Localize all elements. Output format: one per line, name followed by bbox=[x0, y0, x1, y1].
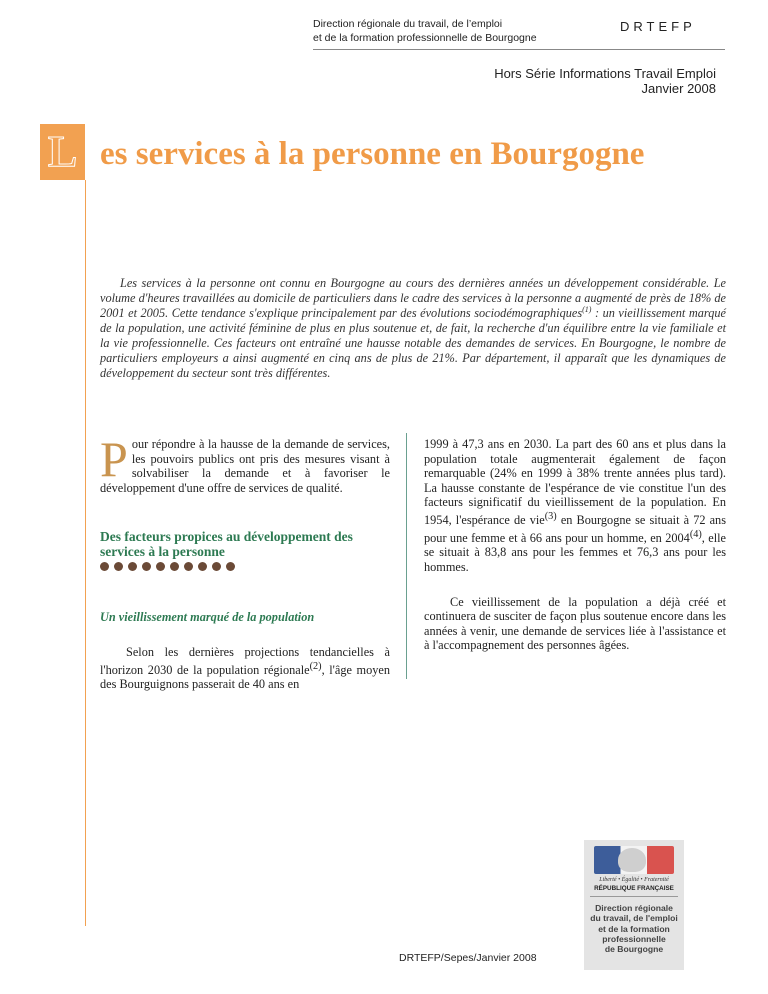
marianne-profile-icon bbox=[618, 848, 646, 872]
side-accent-line bbox=[85, 180, 86, 926]
header-acronym: DRTEFP bbox=[620, 19, 696, 34]
right-para-1-text-a: 1999 à 47,3 ans en 2030. La part des 60 ans et plus dans la population totale augmenterait également de façon remarquable (24% en 1999 à 38% trente années plus tard). La hausse constante de l'espérance de vie constitue l'un des facteurs significatif du vieillissement de la population. En 1954, l'espérance de vie bbox=[424, 437, 726, 528]
logo-republic: RÉPUBLIQUE FRANÇAISE bbox=[594, 885, 674, 892]
logo-rule bbox=[590, 896, 678, 897]
series-date: Janvier 2008 bbox=[641, 81, 716, 96]
logo-dir-line-2: du travail, de l'emploi bbox=[590, 913, 678, 924]
footnote-ref-4: (4) bbox=[689, 528, 702, 540]
logo-dir-line-1: Direction régionale bbox=[595, 903, 673, 913]
footnote-ref-2: (2) bbox=[309, 660, 322, 672]
logo-motto: Liberté • Égalité • Fraternité bbox=[599, 877, 669, 883]
right-column bbox=[424, 437, 726, 653]
footnote-ref-1: (1) bbox=[582, 305, 592, 314]
title-initial-block bbox=[40, 124, 85, 180]
left-para-1-text: our répondre à la hausse de la demande de services, les pouvoirs publics ont pris des mesures visant à solvabiliser la demande et à favoriser le développement d'une offre de services de qualité. bbox=[100, 437, 390, 495]
intro-text-b: : un vieillissement marqué de la population, une activité féminine de plus en plus soutenue et, de fait, la recherche d'un équilibre entre la vie familiale et la vie professionnelle. Ces facteurs ont entraîné une hausse notable des demandes de services. En Bourgogne, le nombre de particuliers employeurs a ainsi augmenté en cinq ans de plus de 21%. Par département, il apparaît que les dynamiques de développement du secteur sont très différentes. bbox=[100, 306, 726, 380]
footnote-ref-3: (3) bbox=[544, 510, 557, 522]
series-block bbox=[494, 66, 716, 96]
column-divider bbox=[406, 433, 407, 679]
logo-direction bbox=[584, 903, 684, 954]
right-para-1-text-c: , elle se situait à 83,8 ans pour les femmes et 76,3 ans pour les hommes. bbox=[424, 530, 726, 574]
logo-dir-line-5: de Bourgogne bbox=[604, 944, 664, 955]
right-para-2: Ce vieillissement de la population a déjà créé et continuera de susciter de façon plus soutenue encore dans les années à venir, une demande de services liée à l'assistance et à l'accompagnement des personnes âgées. bbox=[424, 594, 726, 653]
org-line-1: Direction régionale du travail, de l’emploi bbox=[313, 18, 503, 30]
drop-cap: P bbox=[100, 431, 128, 487]
republique-logo bbox=[584, 840, 684, 970]
title-initial: L bbox=[47, 127, 78, 176]
logo-dir-line-3: et de la formation bbox=[598, 923, 670, 934]
footer-reference: DRTEFP/Sepes/Janvier 2008 bbox=[399, 952, 537, 964]
subsection-heading: Un vieillissement marqué de la population bbox=[100, 610, 315, 625]
header-organization bbox=[313, 17, 583, 45]
series-name: Hors Série Informations Travail Emploi bbox=[494, 66, 716, 81]
left-para-1 bbox=[100, 431, 390, 495]
right-para-1 bbox=[424, 437, 726, 575]
org-line-2: et de la formation professionnelle de Bourgogne bbox=[313, 32, 537, 44]
left-column bbox=[100, 431, 390, 692]
left-para-2 bbox=[100, 645, 390, 692]
logo-dir-line-4: professionnelle bbox=[602, 933, 666, 944]
left-para-2-text-b: , l'âge moyen des Bourguignons passerait de 40 ans en bbox=[100, 662, 390, 692]
page-title: es services à la personne en Bourgogne bbox=[100, 136, 645, 172]
heading-dots bbox=[100, 562, 390, 574]
section-heading: Des facteurs propices au développement des services à la personne bbox=[100, 529, 353, 560]
header-rule bbox=[313, 49, 725, 50]
intro-text-a: Les services à la personne ont connu en Bourgogne au cours des dernières années un développement considérable. Le volume d'heures travaillées au domicile de particuliers dans le cadre des services à la personne a augmenté de près de 18% de 2001 et 2005. Cette tendance s'explique principalement par des évolutions sociodémographiques bbox=[100, 276, 726, 320]
left-para-2-text-a: Selon les dernières projections tendancielles à l'horizon 2030 de la population régionale bbox=[100, 644, 390, 677]
intro-paragraph bbox=[100, 276, 726, 381]
right-para-1-text-b: en Bourgogne se situait à 72 ans pour une femme et à 66 ans pour un homme, en 2004 bbox=[424, 513, 726, 545]
